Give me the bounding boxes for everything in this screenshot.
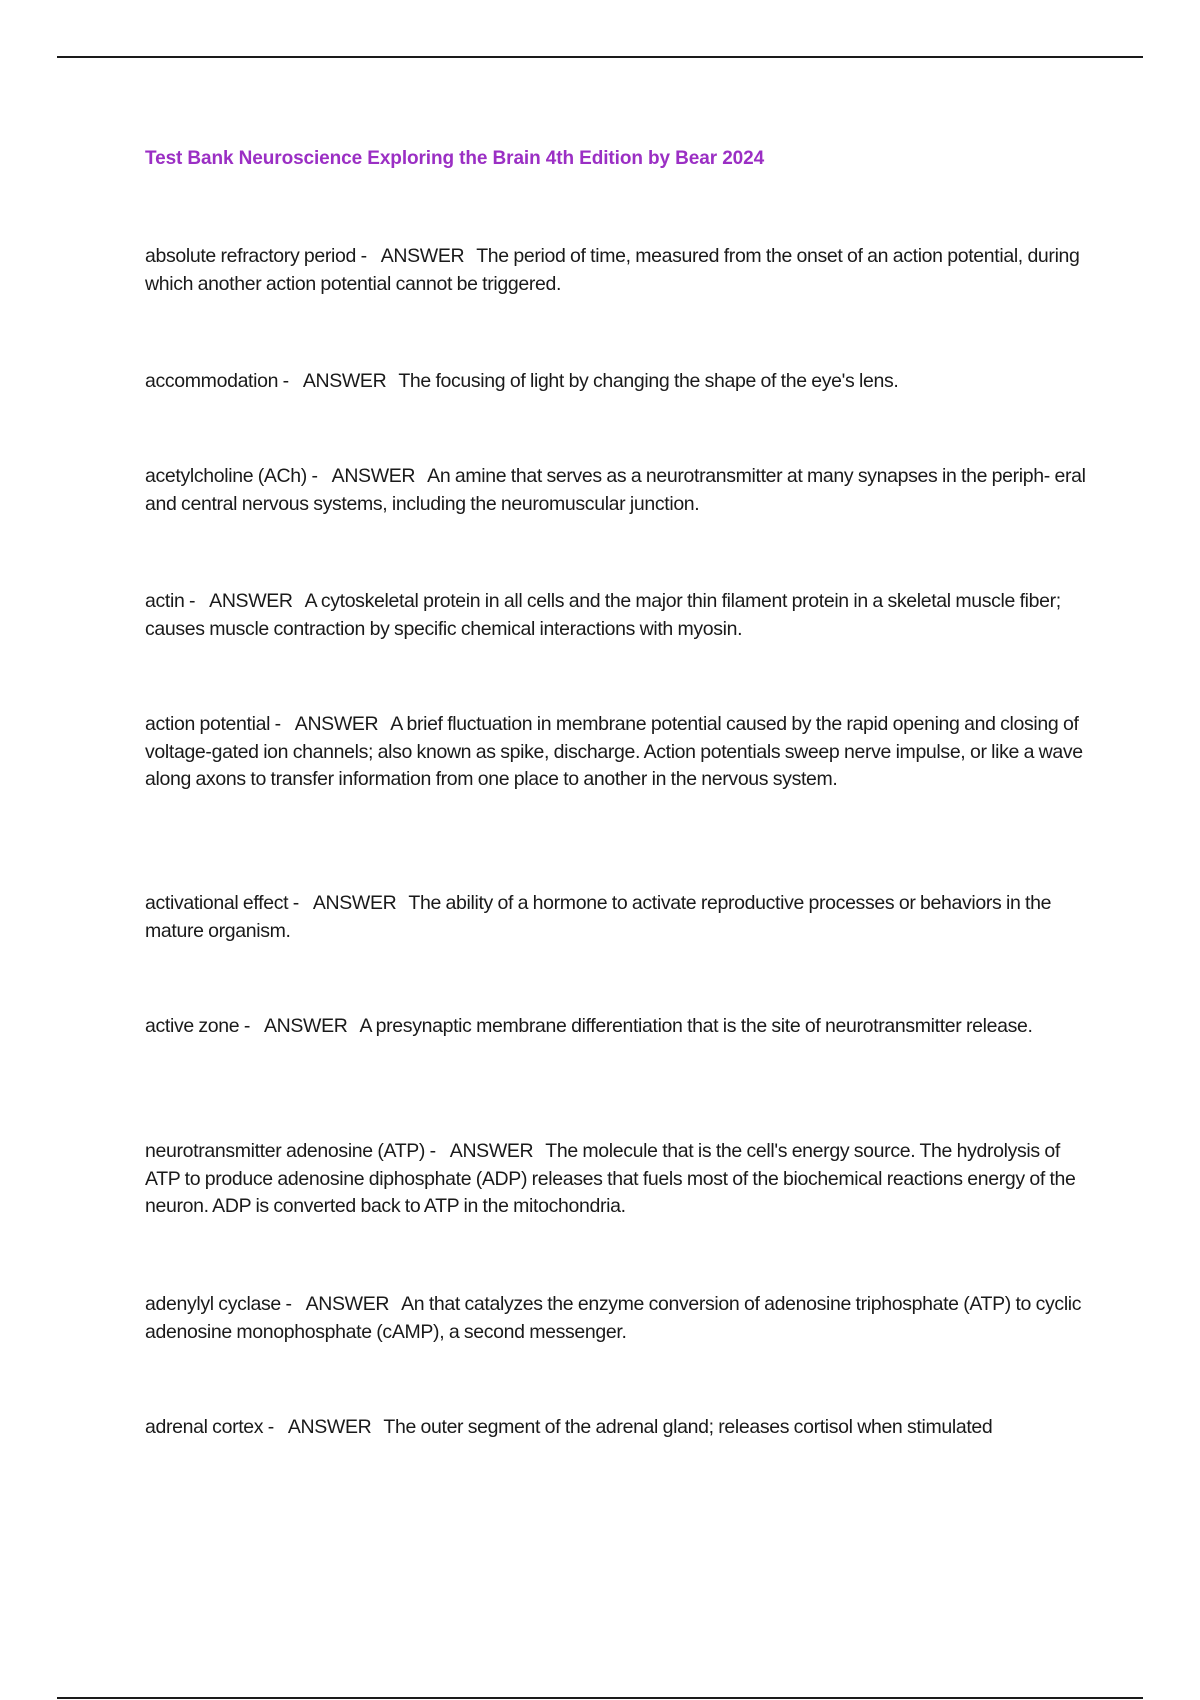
glossary-entry	[145, 1138, 1090, 1221]
entry-definition: The ability of a hormone to activate reproductive processes or behaviors in the mature organism.	[145, 892, 1052, 942]
entry-term: absolute refractory period	[145, 245, 357, 267]
entry-term: adrenal cortex	[145, 1416, 264, 1438]
bottom-rule	[57, 1697, 1143, 1699]
answer-label: ANSWER	[312, 892, 397, 914]
answer-label: ANSWER	[264, 1015, 348, 1037]
entry-separator: -	[270, 713, 281, 735]
answer-label: ANSWER	[380, 245, 465, 267]
entry-term: acetylcholine (ACh)	[145, 465, 307, 487]
glossary-entry	[145, 1013, 1090, 1041]
entry-separator: -	[280, 1293, 292, 1315]
entry-definition: An amine that serves as a neurotransmitter at many synapses in the periph- eral and central nervous systems, including the neuromuscular junction.	[145, 465, 1086, 515]
answer-label: ANSWER	[305, 1293, 390, 1315]
glossary-entry	[145, 243, 1090, 298]
entry-term: action potential	[145, 713, 271, 735]
glossary-entry	[145, 463, 1090, 518]
entry-definition: A cytoskeletal protein in all cells and the major thin filament protein in a skeletal muscle fiber; causes muscle contraction by specific chemical interactions with myosin.	[145, 590, 1061, 640]
entry-term: active zone	[145, 1015, 240, 1037]
entry-separator: -	[263, 1416, 274, 1438]
document-title: Test Bank Neuroscience Exploring the Brain 4th Edition by Bear 2024	[145, 148, 765, 169]
entry-term: activational effect	[145, 892, 289, 914]
entry-definition: The period of time, measured from the onset of an action potential, during which another action potential cannot be triggered.	[145, 245, 1080, 295]
answer-label: ANSWER	[294, 713, 379, 735]
answer-label: ANSWER	[331, 465, 416, 487]
top-rule	[57, 56, 1143, 58]
answer-label: ANSWER	[449, 1140, 534, 1162]
entry-separator: -	[356, 245, 367, 267]
entry-definition: The focusing of light by changing the shape of the eye's lens.	[398, 370, 899, 392]
entry-term: accommodation	[145, 370, 279, 392]
entry-definition: The outer segment of the adrenal gland; releases cortisol when stimulated	[383, 1416, 993, 1438]
entry-separator: -	[184, 590, 196, 612]
entry-separator: -	[425, 1140, 436, 1162]
glossary-entry	[145, 1414, 1090, 1442]
entry-term: actin	[145, 590, 185, 612]
entry-definition: A brief fluctuation in membrane potential caused by the rapid opening and closing of voltage-gated ion channels; also known as spike, discharge. Action potentials sweep nerve impulse, or like a wave along axons to transfer information from one place to another in the nervous system.	[145, 713, 1083, 790]
entry-definition: A presynaptic membrane differentiation that is the site of neurotransmitter release.	[359, 1015, 1033, 1037]
answer-label: ANSWER	[302, 370, 387, 392]
glossary-entry	[145, 711, 1090, 794]
entry-separator: -	[239, 1015, 251, 1037]
entry-definition: The molecule that is the cell's energy source. The hydrolysis of ATP to produce adenosine diphosphate (ADP) releases that fuels most of the biochemical reactions energy of the neuron. ADP is converted back to ATP in the mitochondria.	[145, 1140, 1076, 1217]
entry-separator: -	[278, 370, 289, 392]
glossary-entry	[145, 890, 1090, 945]
entry-term: neurotransmitter adenosine (ATP)	[145, 1140, 426, 1162]
entry-separator: -	[306, 465, 318, 487]
entry-separator: -	[288, 892, 299, 914]
glossary-entry	[145, 588, 1090, 643]
answer-label: ANSWER	[209, 590, 293, 612]
entry-term: adenylyl cyclase	[145, 1293, 281, 1315]
glossary-entry	[145, 368, 1090, 396]
entry-definition: An that catalyzes the enzyme conversion of adenosine triphosphate (ATP) to cyclic adenosine monophosphate (cAMP), a second messenger.	[145, 1293, 1082, 1343]
answer-label: ANSWER	[287, 1416, 372, 1438]
glossary-entry	[145, 1291, 1090, 1346]
